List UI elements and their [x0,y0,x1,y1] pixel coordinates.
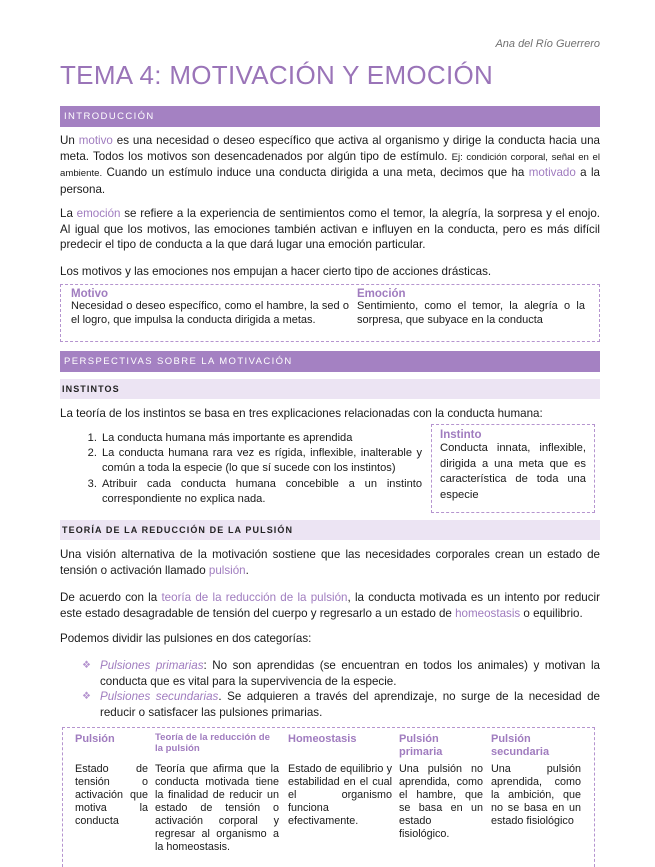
table-header: Pulsión primaria [399,733,443,758]
table-cell: Una pulsión no aprendida, como el hambre, que se basa en un estado fisiológico. [399,763,483,840]
table-column-teoria-reduccion [155,728,279,854]
definition-box-instinto [431,424,595,513]
definition-emocion-title: Emoción [357,288,406,300]
table-cell: Estado de equilibrio y estabilidad en el cual el organismo funciona efectivamente. [288,763,392,827]
definition-instinto-title: Instinto [440,429,482,441]
table-cell: Teoría que afirma que la conducta motivada tiene la finalidad de reducir un estado de tensión o activación corporal y regresar al organismo a la homeostasis. [155,763,279,853]
definition-box-motivo-emocion [60,284,600,342]
definition-emocion [357,288,585,327]
bullet-pulsiones-primarias: ❖ Pulsiones primarias: No son aprendidas (se encuentran en todos los animales) y motivan la conducta que es vital para la supervivencia de la especie. [82,659,600,688]
subsection-header-instintos: INSTINTOS [60,379,600,399]
section-header-perspectivas: PERSPECTIVAS SOBRE LA MOTIVACIÓN [60,351,600,372]
instintos-intro: La teoría de los instintos se basa en tres explicaciones relacionadas con la conducta humana: [60,407,543,420]
definition-motivo [71,288,349,327]
definitions-table [62,727,595,867]
table-column-pulsion-primaria [399,728,483,841]
keyword-homeostasis: homeostasis [455,606,521,620]
intro-paragraph-1: Un motivo es una necesidad o deseo específico que activa al organismo y dirige la conducta hacia una meta. Todos los motivos son desencadenados por algún tipo de estímulo. Ej: condición corporal, señal en el ambiente. Cuando un estímulo induce una conducta dirigida a una meta, decimos que ha motivado a la persona. [60,134,601,196]
diamond-bullet-icon: ❖ [82,660,91,671]
keyword-teoria-reduccion: teoría de la reducción de la pulsión [161,591,348,604]
definition-motivo-title: Motivo [71,288,109,300]
table-header: Teoría de la reducción de la pulsión [155,732,270,754]
table-cell: Estado de tensión o activación que motiva la conducta [75,763,148,827]
definition-motivo-text: Necesidad o deseo específico, como el hambre, la sed o el logro, que impulsa la conducta dirigida a metas. [71,300,349,326]
table-column-pulsion [75,728,148,828]
keyword-pulsion: pulsión [208,563,246,577]
list-item: 2. La conducta humana rara vez es rígida, inflexible, inalterable y común a toda la especie (lo que sí sucede con los instintos) [100,446,422,476]
list-item: 1. La conducta humana más importante es aprendida [100,431,422,446]
subsection-header-reduccion-pulsion: TEORÍA DE LA REDUCCIÓN DE LA PULSIÓN [60,520,600,540]
table-header: Homeostasis [288,733,357,745]
intro-paragraph-2: La emoción se refiere a la experiencia de sentimientos como el temor, la alegría, la sorpresa y el enojo. Al igual que los motivos, las emociones también activan e influyen en la conducta, pero es más difícil predecir el tipo de conducta a la que dará lugar una emoción particular. [60,207,600,251]
list-item: 3. Atribuir cada conducta humana concebible a un instinto correspondiente no explica nada. [100,477,422,507]
keyword-motivo: motivo [78,134,113,147]
table-column-homeostasis [288,728,392,828]
table-header: Pulsión [75,733,115,745]
keyword-motivado: motivado [528,166,576,179]
bullet-pulsiones-secundarias: ❖ Pulsiones secundarias. Se adquieren a través del aprendizaje, no surge de la necesidad de reducir o satisfacer las pulsiones primarias. [82,690,600,719]
table-header: Pulsión secundaria [491,733,550,758]
instintos-list [60,431,422,507]
reduccion-paragraph-2: De acuerdo con la teoría de la reducción de la pulsión, la conducta motivada es un intento por reducir este estado desagradable de tensión del cuerpo y regresarlo a un estado de homeostasis o equilibrio. [60,591,600,620]
page-title: TEMA 4: MOTIVACIÓN Y EMOCIÓN [60,60,494,90]
reduccion-paragraph-1: Una visión alternativa de la motivación sostiene que las necesidades corporales crean un estado de tensión o activación llamado pulsión. [60,548,600,577]
reduccion-paragraph-3: Podemos dividir las pulsiones en dos categorías: [60,632,312,645]
intro-paragraph-3: Los motivos y las emociones nos empujan a hacer cierto tipo de acciones drásticas. [60,265,492,278]
table-column-pulsion-secundaria [491,728,581,828]
section-header-introduccion: INTRODUCCIÓN [60,106,600,127]
author-name: Ana del Río Guerrero [495,38,600,50]
keyword-emocion: emoción [76,207,121,220]
definition-instinto-text: Conducta innata, inflexible, dirigida a una meta que es característica de toda una especie [440,442,586,501]
diamond-bullet-icon: ❖ [82,691,91,702]
table-cell: Una pulsión aprendida, como la ambición, que no se basa en un estado fisiológico [491,763,581,827]
definition-emocion-text: Sentimiento, como el temor, la alegría o la sorpresa, que subyace en la conducta [357,300,585,326]
